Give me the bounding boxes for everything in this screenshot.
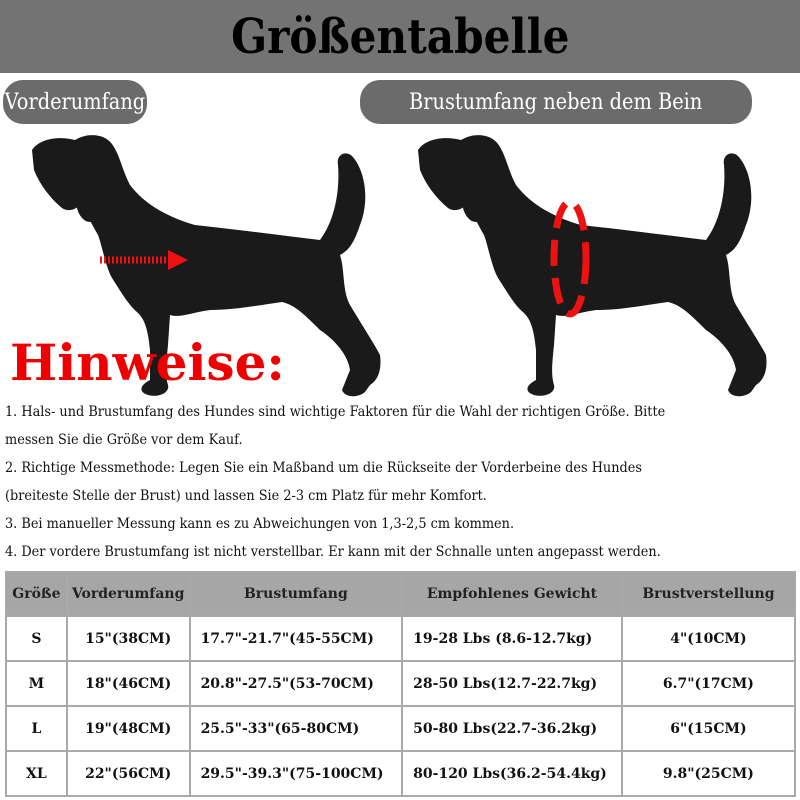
cell-size: S (6, 616, 67, 661)
cell-chest: 20.8"-27.5"(53-70CM) (190, 661, 403, 706)
note-line: messen Sie die Größe vor dem Kauf. (5, 432, 243, 448)
cell-front: 22"(56CM) (67, 751, 190, 796)
note-line: 2. Richtige Messmethode: Legen Sie ein Maßband um die Rückseite der Vorderbeine des Hundes (5, 460, 642, 476)
header-chest-adjustment: Brustverstellung (622, 572, 795, 616)
size-table (5, 571, 796, 797)
header-size: Größe (6, 572, 67, 616)
cell-weight: 50-80 Lbs(22.7-36.2kg) (402, 706, 622, 751)
note-line: (breiteste Stelle der Brust) und lassen Sie 2-3 cm Platz für mehr Komfort. (5, 488, 487, 504)
table-row (6, 661, 795, 706)
page-title: Größentabelle (230, 8, 570, 65)
table-row (6, 616, 795, 661)
header-chest-circumference: Brustumfang (190, 572, 403, 616)
label-chest-next-to-leg (360, 80, 752, 124)
note-line: 1. Hals- und Brustumfang des Hundes sind wichtige Faktoren für die Wahl der richtigen Größe. Bitte (5, 404, 666, 420)
note-line: 3. Bei manueller Messung kann es zu Abweichungen von 1,3-2,5 cm kommen. (5, 516, 515, 532)
note-line: 4. Der vordere Brustumfang ist nicht verstellbar. Er kann mit der Schnalle unten angepasst werden. (5, 544, 661, 560)
cell-weight: 28-50 Lbs(12.7-22.7kg) (402, 661, 622, 706)
cell-weight: 19-28 Lbs (8.6-12.7kg) (402, 616, 622, 661)
label-front-circumference (3, 80, 147, 124)
cell-size: L (6, 706, 67, 751)
cell-adjust: 4"(10CM) (622, 616, 795, 661)
cell-chest: 29.5"-39.3"(75-100CM) (190, 751, 403, 796)
notes-list (5, 398, 800, 566)
label-text: Brustumfang neben dem Bein (409, 89, 703, 115)
cell-adjust: 6"(15CM) (622, 706, 795, 751)
notes-heading: Hinweise: (10, 333, 285, 392)
header-front-circumference: Vorderumfang (67, 572, 190, 616)
cell-front: 18"(46CM) (67, 661, 190, 706)
dog-silhouette-right (410, 130, 800, 410)
cell-front: 19"(48CM) (67, 706, 190, 751)
cell-chest: 25.5"-33"(65-80CM) (190, 706, 403, 751)
cell-weight: 80-120 Lbs(36.2-54.4kg) (402, 751, 622, 796)
cell-adjust: 6.7"(17CM) (622, 661, 795, 706)
cell-chest: 17.7"-21.7"(45-55CM) (190, 616, 403, 661)
cell-size: XL (6, 751, 67, 796)
table-row (6, 706, 795, 751)
label-text: Vorderumfang (4, 89, 146, 115)
title-bar (0, 0, 800, 73)
cell-front: 15"(38CM) (67, 616, 190, 661)
table-row (6, 751, 795, 796)
cell-size: M (6, 661, 67, 706)
table-header-row (6, 572, 795, 616)
cell-adjust: 9.8"(25CM) (622, 751, 795, 796)
header-recommended-weight: Empfohlenes Gewicht (402, 572, 622, 616)
